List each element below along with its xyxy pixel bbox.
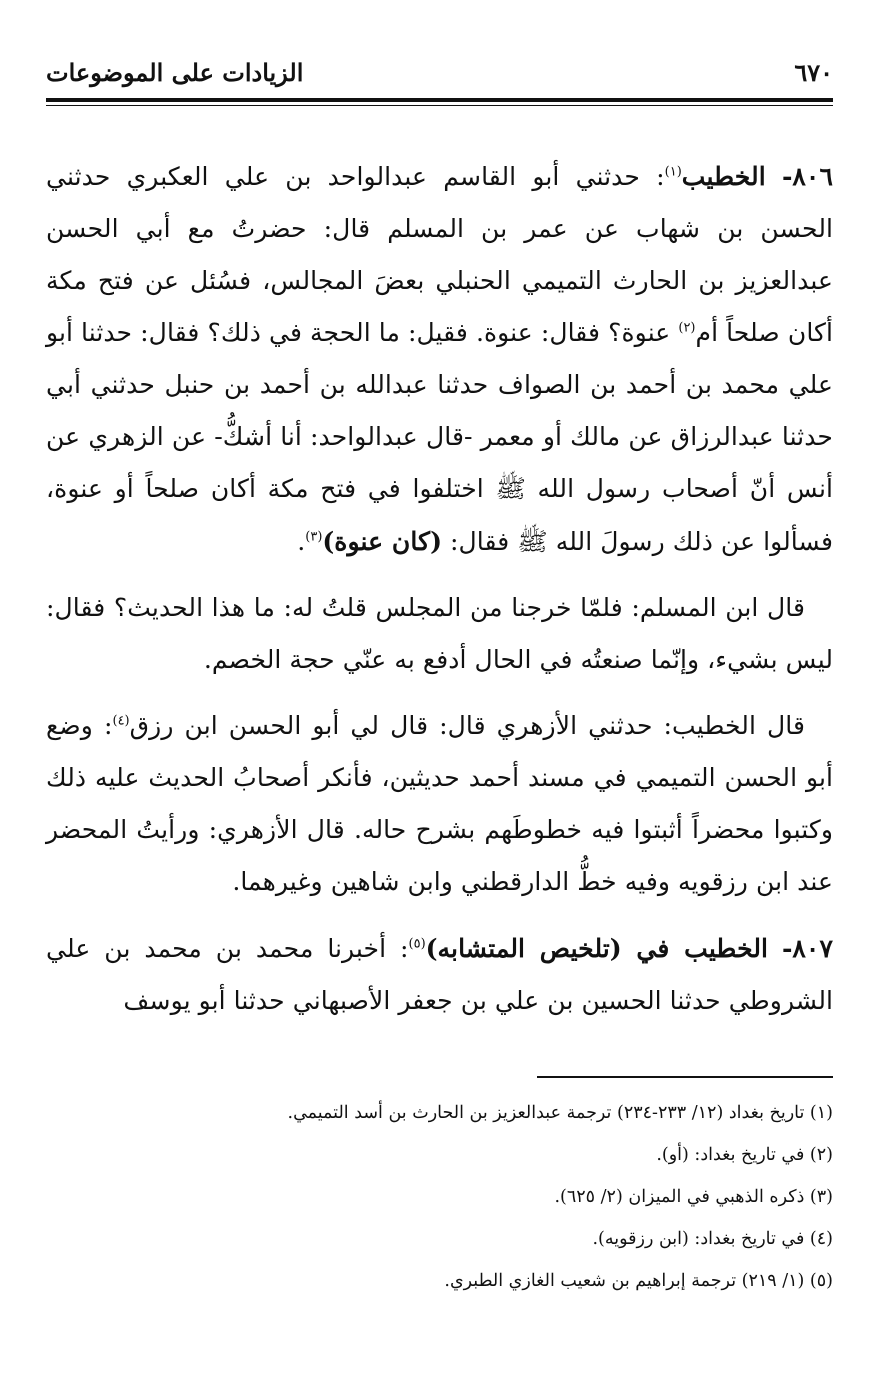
- footnote-ref: (٢): [678, 320, 696, 336]
- paragraph-807: [46, 922, 833, 1027]
- paragraph-text: : وضع أبو الحسن التميمي في مسند أحمد حديثين، فأنكر أصحابُ الحديث عليه ذلك وكتبوا محضراً أثبتوا فيه خطوطَهم بشرح حاله. قال الأزهري: ورأيتُ المحضر عند ابن رزقويه وفيه خطُّ الدارقطني وابن شاهين وغيرهما.: [46, 711, 833, 896]
- paragraph-khatib-azhari: [46, 700, 833, 908]
- header-rule-thin: [46, 105, 833, 106]
- paragraph-text: عنوة؟ فقال: عنوة. فقيل: ما الحجة في ذلك؟ فقال: حدثنا أبو علي محمد بن أحمد بن الصواف حدثنا عبدالله بن أحمد بن حنبل حدثني أبي حدثنا عبدالرزاق عن مالك أو معمر -قال عبدالواحد: أنا أشكُّ- عن الزهري عن أنس أنّ أصحاب رسول الله ﷺ اختلفوا في فتح مكة أكان صلحاً أو عنوة، فسألوا عن ذلك رسولَ الله ﷺ فقال:: [46, 318, 833, 556]
- footnote-ref: (٣): [305, 529, 323, 545]
- footnote-ref: (٤): [112, 713, 130, 729]
- entry-lead: الخطيب في (تلخيص المتشابه): [425, 933, 769, 963]
- footnote-ref: (١): [664, 164, 682, 180]
- paragraph-end: .: [297, 527, 306, 556]
- hadith-quote: (كان عنوة): [322, 526, 442, 556]
- paragraph-text: : أخبرنا محمد بن محمد بن علي الشروطي حدثنا الحسين بن علي بن جعفر الأصبهاني حدثنا أبو يوسف: [46, 934, 833, 1015]
- footnote-ref: (٥): [408, 936, 426, 952]
- running-title: الزيادات على الموضوعات: [46, 57, 304, 87]
- paragraph-806: [46, 150, 833, 568]
- paragraph-text: : حدثني أبو القاسم عبدالواحد بن علي العكبري حدثني الحسن بن شهاب عن عمر بن المسلم قال: حضرتُ مع أبي الحسن عبدالعزيز بن الحارث التميمي الحنبلي بعضَ المجالس، فسُئل عن فتح مكة أكان صلحاً أم: [46, 162, 833, 347]
- main-text: [46, 150, 833, 1041]
- page-number: ٦٧٠: [794, 57, 833, 87]
- entry-number: ٨٠٧-: [781, 933, 833, 963]
- paragraph-text: قال الخطيب: حدثني الأزهري قال: قال لي أبو الحسن ابن رزق: [129, 711, 806, 740]
- entry-number: ٨٠٦-: [781, 161, 833, 191]
- footnotes: [46, 1092, 833, 1302]
- entry-lead: الخطيب: [681, 161, 766, 191]
- paragraph-ibn-muslim: [46, 582, 833, 686]
- paragraph-text: قال ابن المسلم: فلمّا خرجنا من المجلس قلتُ له: ما هذا الحديث؟ فقال: ليس بشيء، وإنّما صنعتُه في الحال أدفع به عنّي حجة الخصم.: [46, 593, 833, 674]
- footnote-rule: [537, 1076, 833, 1078]
- running-head: [46, 52, 833, 92]
- footnote-5: (٥) (١/ ٢١٩) ترجمة إبراهيم بن شعيب الغازي الطبري.: [444, 1271, 833, 1291]
- header-rule-thick: [46, 98, 833, 102]
- footnote-2: (٢) في تاريخ بغداد: (أو).: [656, 1145, 833, 1165]
- footnote-4: (٤) في تاريخ بغداد: (ابن رزقويه).: [592, 1229, 833, 1249]
- footnote-1: (١) تاريخ بغداد (١٢/ ٢٣٣-٢٣٤) ترجمة عبدالعزيز بن الحارث بن أسد التميمي.: [287, 1103, 833, 1123]
- footnote-3: (٣) ذكره الذهبي في الميزان (٢/ ٦٢٥).: [554, 1187, 833, 1207]
